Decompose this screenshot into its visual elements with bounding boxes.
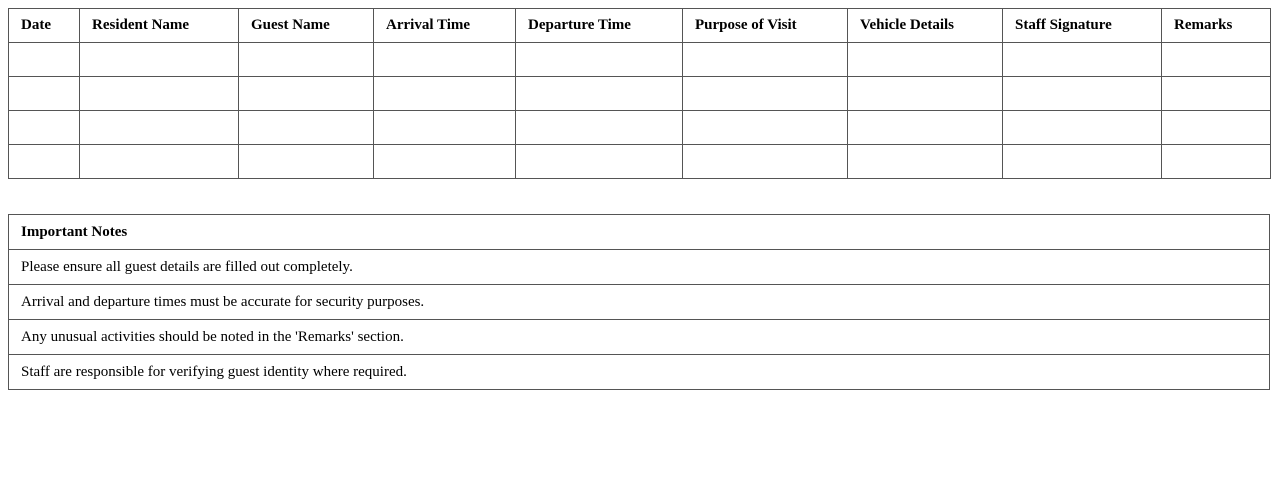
resident-name-cell[interactable] xyxy=(80,145,239,179)
purpose-of-visit-cell[interactable] xyxy=(683,145,848,179)
resident-name-cell[interactable] xyxy=(80,111,239,145)
arrival-time-cell[interactable] xyxy=(374,43,516,77)
arrival-time-cell[interactable] xyxy=(374,77,516,111)
remarks-cell[interactable] xyxy=(1162,77,1271,111)
arrival-time-cell[interactable] xyxy=(374,111,516,145)
vehicle-details-cell[interactable] xyxy=(848,77,1003,111)
remarks-cell[interactable] xyxy=(1162,43,1271,77)
header-arrival-time: Arrival Time xyxy=(374,9,516,43)
guest-name-cell[interactable] xyxy=(239,43,374,77)
table-row xyxy=(9,145,1271,179)
header-guest-name: Guest Name xyxy=(239,9,374,43)
staff-signature-cell[interactable] xyxy=(1003,43,1162,77)
table-row xyxy=(9,43,1271,77)
remarks-cell[interactable] xyxy=(1162,145,1271,179)
header-vehicle-details: Vehicle Details xyxy=(848,9,1003,43)
header-resident-name: Resident Name xyxy=(80,9,239,43)
remarks-cell[interactable] xyxy=(1162,111,1271,145)
departure-time-cell[interactable] xyxy=(516,77,683,111)
note-row xyxy=(9,250,1270,285)
note-row xyxy=(9,355,1270,390)
table-row xyxy=(9,111,1271,145)
notes-title: Important Notes xyxy=(9,215,1270,250)
header-purpose-of-visit: Purpose of Visit xyxy=(683,9,848,43)
note-item: Any unusual activities should be noted in the 'Remarks' section. xyxy=(9,320,1270,355)
resident-name-cell[interactable] xyxy=(80,43,239,77)
note-item: Arrival and departure times must be accurate for security purposes. xyxy=(9,285,1270,320)
vehicle-details-cell[interactable] xyxy=(848,111,1003,145)
header-date: Date xyxy=(9,9,80,43)
purpose-of-visit-cell[interactable] xyxy=(683,43,848,77)
guest-log-table xyxy=(8,8,1271,179)
departure-time-cell[interactable] xyxy=(516,145,683,179)
purpose-of-visit-cell[interactable] xyxy=(683,77,848,111)
table-row xyxy=(9,77,1271,111)
arrival-time-cell[interactable] xyxy=(374,145,516,179)
note-item: Staff are responsible for verifying guest identity where required. xyxy=(9,355,1270,390)
departure-time-cell[interactable] xyxy=(516,111,683,145)
staff-signature-cell[interactable] xyxy=(1003,77,1162,111)
notes-header-row xyxy=(9,215,1270,250)
staff-signature-cell[interactable] xyxy=(1003,111,1162,145)
date-cell[interactable] xyxy=(9,77,80,111)
date-cell[interactable] xyxy=(9,145,80,179)
note-row xyxy=(9,320,1270,355)
staff-signature-cell[interactable] xyxy=(1003,145,1162,179)
header-staff-signature: Staff Signature xyxy=(1003,9,1162,43)
guest-name-cell[interactable] xyxy=(239,77,374,111)
date-cell[interactable] xyxy=(9,43,80,77)
guest-name-cell[interactable] xyxy=(239,145,374,179)
table-header-row xyxy=(9,9,1271,43)
vehicle-details-cell[interactable] xyxy=(848,43,1003,77)
date-cell[interactable] xyxy=(9,111,80,145)
guest-name-cell[interactable] xyxy=(239,111,374,145)
note-row xyxy=(9,285,1270,320)
header-remarks: Remarks xyxy=(1162,9,1271,43)
note-item: Please ensure all guest details are filled out completely. xyxy=(9,250,1270,285)
departure-time-cell[interactable] xyxy=(516,43,683,77)
vehicle-details-cell[interactable] xyxy=(848,145,1003,179)
header-departure-time: Departure Time xyxy=(516,9,683,43)
purpose-of-visit-cell[interactable] xyxy=(683,111,848,145)
resident-name-cell[interactable] xyxy=(80,77,239,111)
important-notes-table xyxy=(8,214,1270,390)
